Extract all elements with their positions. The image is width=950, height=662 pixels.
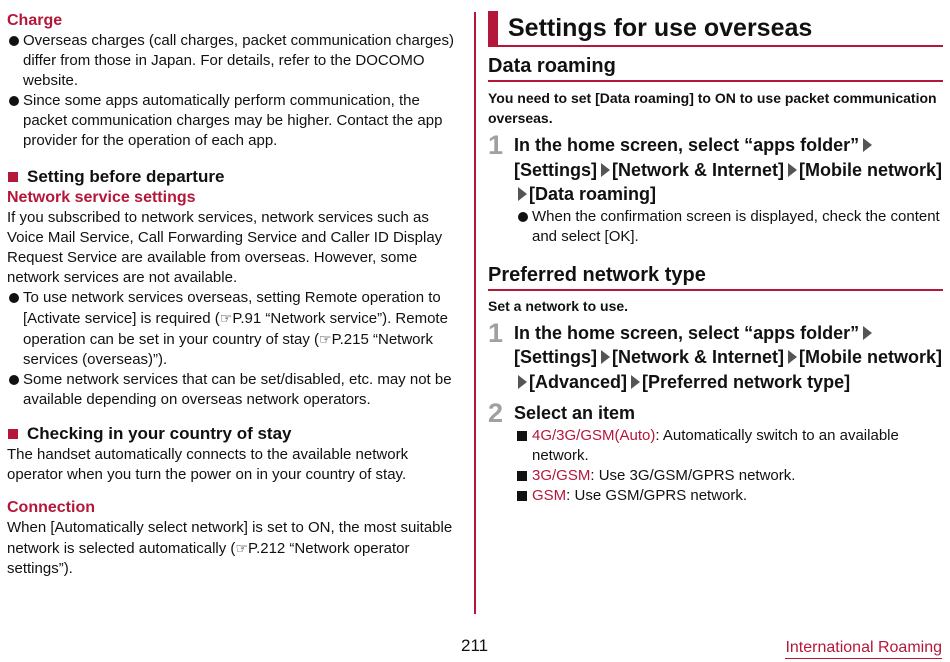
step-text: [Mobile network] — [799, 159, 943, 180]
network-option-name: GSM — [532, 486, 567, 504]
step-number: 1 — [488, 130, 504, 160]
step-text: [Settings] — [514, 159, 597, 180]
arrow-right-icon — [518, 375, 527, 389]
page-banner — [488, 11, 943, 47]
charge-heading: Charge — [7, 12, 63, 29]
arrow-right-icon — [631, 375, 640, 389]
departure-paragraph: If you subscribed to network services, network services such as Voice Mail Service, Call Forwarding Service and Caller ID Display Request Service are available from overseas. However, some network services are not available. — [7, 209, 443, 286]
network-option-item — [488, 486, 943, 506]
step-text: In the home screen, select “apps folder” — [514, 135, 860, 155]
data-roaming-lead: You need to set [Data roaming] to ON to use packet communication overseas. — [488, 90, 937, 126]
preferred-network-heading: Preferred network type — [488, 262, 943, 291]
network-option-item — [488, 466, 943, 486]
departure-bullet — [7, 288, 465, 370]
network-option-desc: : Use 3G/GSM/GPRS network. — [590, 466, 796, 484]
reference-icon: ☞ — [235, 540, 248, 556]
network-option-desc: : Use GSM/GPRS network. — [566, 486, 748, 504]
arrow-right-icon — [601, 163, 610, 177]
network-option-desc: : Automatically switch to an available network. — [532, 426, 899, 464]
page-title: Settings for use overseas — [508, 14, 813, 42]
arrow-right-icon — [863, 138, 872, 152]
network-option-item — [488, 426, 943, 466]
step-text: [Settings] — [514, 347, 597, 367]
left-column — [7, 11, 465, 579]
step-text: [Network & Internet] — [612, 347, 785, 367]
checking-heading: Checking in your country of stay — [7, 423, 465, 445]
checking-paragraph: The handset automatically connects to the available network operator when you turn the power on in your country of stay. — [7, 446, 409, 483]
right-column — [488, 11, 943, 506]
step-text: [Preferred network type] — [642, 371, 851, 392]
page-number: 211 — [461, 636, 489, 655]
connection-paragraph — [7, 518, 465, 579]
departure-heading: Setting before departure — [7, 166, 465, 188]
step-text: [Data roaming] — [529, 184, 657, 204]
bullet-text: To use network services overseas, setting Remote operation to [Activate service] is required ( — [23, 289, 441, 327]
step-number: 1 — [488, 317, 504, 348]
network-service-subheading: Network service settings — [7, 189, 196, 206]
arrow-right-icon — [518, 187, 527, 201]
arrow-right-icon — [788, 350, 797, 364]
arrow-right-icon — [788, 163, 797, 177]
preferred-network-lead: Set a network to use. — [488, 297, 629, 314]
preferred-network-step-2 — [488, 398, 943, 428]
connection-heading: Connection — [7, 499, 95, 516]
departure-bullet: Some network services that can be set/disabled, etc. may not be available depending on overseas network operators. — [7, 370, 465, 410]
arrow-right-icon — [863, 326, 872, 340]
step-text: [Advanced] — [529, 371, 628, 392]
page-link-p91[interactable]: P.91 “Network service”). Remote operation can be set in your country of stay ( — [23, 310, 448, 348]
page-link-p215[interactable]: P.215 “Network services (overseas)”). — [23, 331, 434, 368]
data-roaming-step-1 — [488, 130, 943, 207]
charge-bullet: Overseas charges (call charges, packet communication charges) differ from those in Japan. For details, refer to the DOCOMO website. — [7, 31, 465, 91]
step-text: [Mobile network] — [799, 347, 943, 367]
column-divider — [474, 12, 476, 614]
reference-icon: ☞ — [319, 331, 332, 347]
data-roaming-heading: Data roaming — [488, 53, 943, 82]
step-text: In the home screen, select “apps folder” — [514, 322, 860, 343]
data-roaming-note: When the confirmation screen is displayed, check the content and select [OK]. — [488, 207, 943, 247]
network-option-name: 3G/GSM — [532, 466, 591, 484]
arrow-right-icon — [601, 350, 610, 364]
preferred-network-step-1 — [488, 317, 943, 395]
connection-text: When [Automatically select network] is set to ON, the most suitable network is selected automatically ( — [7, 519, 453, 557]
reference-icon: ☞ — [219, 310, 233, 326]
step-text: [Network & Internet] — [612, 159, 785, 180]
step-number: 2 — [488, 398, 504, 428]
banner-accent — [488, 11, 498, 47]
step-text: Select an item — [514, 403, 636, 423]
network-option-name: 4G/3G/GSM(Auto) — [532, 426, 656, 444]
page-link-p212[interactable]: P.212 “Network operator settings”). — [7, 540, 410, 577]
section-link[interactable]: International Roaming — [785, 638, 942, 659]
charge-bullet: Since some apps automatically perform communication, the packet communication charges may be higher. Contact the app provider for the operation of each app. — [7, 91, 465, 151]
